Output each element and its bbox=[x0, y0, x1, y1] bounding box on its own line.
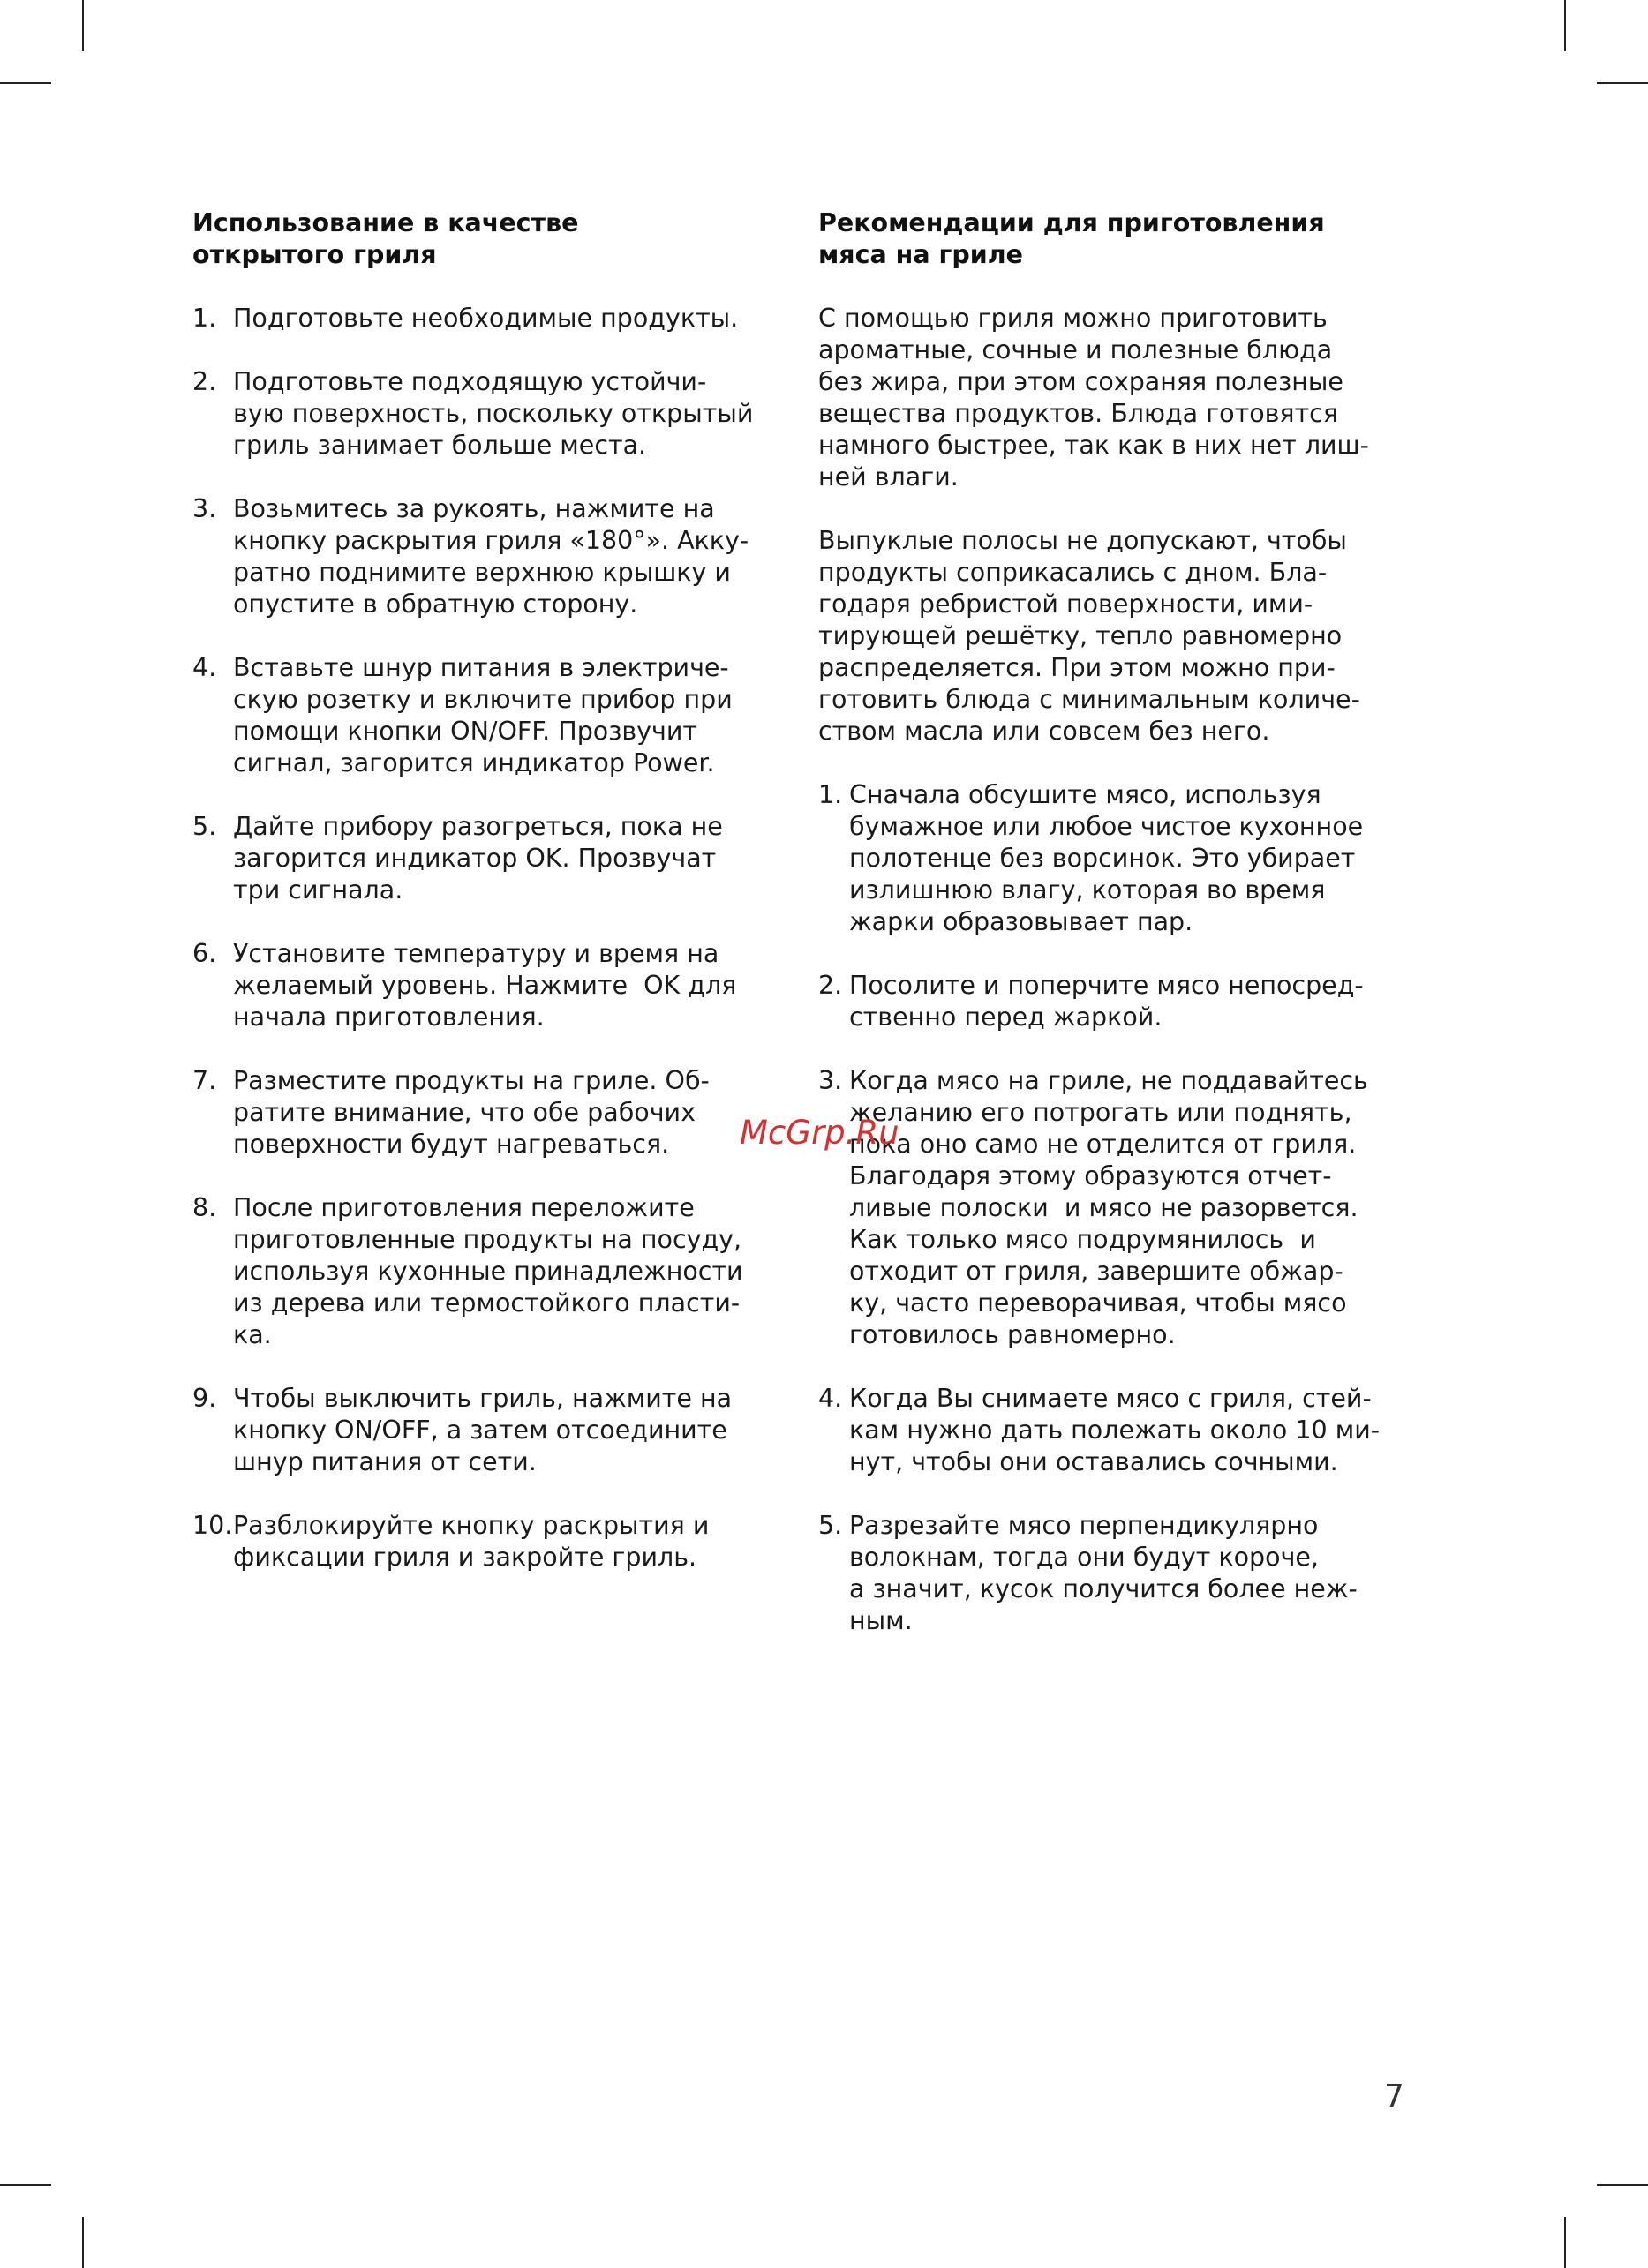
text-line: Установите температуру и время на bbox=[233, 939, 719, 968]
text-line: полотенце без ворсинок. Это убирает bbox=[849, 844, 1356, 873]
list-item bbox=[192, 652, 793, 779]
text-line: Подготовьте необходимые продукты. bbox=[233, 304, 739, 333]
text-line: ным. bbox=[849, 1606, 913, 1635]
text-line: загорится индикатор OK. Прозвучат bbox=[233, 844, 717, 873]
text-line: используя кухонные принадлежности bbox=[233, 1257, 743, 1286]
list-item bbox=[818, 779, 1436, 938]
list-item bbox=[818, 970, 1436, 1033]
left-heading bbox=[192, 207, 793, 271]
text-line: Разблокируйте кнопку раскрытия и bbox=[233, 1511, 710, 1540]
crop-mark bbox=[1564, 0, 1566, 51]
crop-mark bbox=[82, 0, 84, 51]
text-line: гриль занимает больше места. bbox=[233, 431, 647, 460]
list-item-number: 2. bbox=[818, 971, 843, 1000]
list-item-number: 4. bbox=[192, 653, 217, 682]
list-item bbox=[818, 1065, 1436, 1351]
text-line: ратно поднимите верхнюю крышку и bbox=[233, 558, 731, 587]
intro-paragraph bbox=[818, 303, 1436, 493]
text-line: сигнал, загорится индикатор Power. bbox=[233, 748, 715, 777]
text-line: годаря ребристой поверхности, ими- bbox=[818, 590, 1313, 619]
text-line: пока оно само не отделится от гриля. bbox=[849, 1130, 1357, 1159]
crop-mark bbox=[1597, 2184, 1648, 2186]
text-line: ственно перед жаркой. bbox=[849, 1003, 1163, 1032]
crop-mark bbox=[1597, 82, 1648, 84]
text-line: начала приготовления. bbox=[233, 1003, 545, 1032]
text-line: Разрезайте мясо перпендикулярно bbox=[849, 1511, 1319, 1540]
list-item-number: 7. bbox=[192, 1066, 217, 1095]
list-item-number: 6. bbox=[192, 939, 217, 968]
list-item bbox=[818, 1510, 1436, 1637]
list-item-number: 1. bbox=[818, 780, 843, 809]
text-line: После приготовления переложите bbox=[233, 1193, 695, 1222]
text-line: тирующей решётку, тепло равномерно bbox=[818, 621, 1343, 650]
heading-line: мяса на гриле bbox=[818, 240, 1023, 269]
list-item-number: 3. bbox=[818, 1066, 843, 1095]
text-line: поверхности будут нагреваться. bbox=[233, 1130, 670, 1159]
crop-mark bbox=[0, 2184, 51, 2186]
text-line: Возьмитесь за рукоять, нажмите на bbox=[233, 494, 715, 523]
list-item-number: 1. bbox=[192, 304, 217, 333]
text-line: Посолите и поперчите мясо непосред- bbox=[849, 971, 1364, 1000]
text-line: вую поверхность, поскольку открытый bbox=[233, 399, 754, 428]
text-line: ратите внимание, что обе рабочих bbox=[233, 1098, 696, 1127]
list-item-number: 10. bbox=[192, 1511, 233, 1540]
text-line: приготовленные продукты на посуду, bbox=[233, 1225, 742, 1254]
list-item bbox=[818, 1383, 1436, 1478]
right-heading bbox=[818, 207, 1436, 271]
text-line: фиксации гриля и закройте гриль. bbox=[233, 1543, 697, 1572]
heading-line: открытого гриля bbox=[192, 240, 437, 269]
list-item bbox=[192, 303, 793, 334]
list-item-number: 9. bbox=[192, 1384, 217, 1413]
text-line: кам нужно дать полежать около 10 ми- bbox=[849, 1416, 1381, 1445]
page-number: 7 bbox=[1384, 2078, 1404, 2114]
text-line: скую розетку и включите прибор при bbox=[233, 685, 733, 714]
text-line: намного быстрее, так как в них нет лиш- bbox=[818, 431, 1369, 460]
text-line: отходит от гриля, завершите обжар- bbox=[849, 1257, 1343, 1286]
text-line: волокнам, тогда они будут короче, bbox=[849, 1543, 1319, 1572]
text-line: шнур питания от сети. bbox=[233, 1447, 537, 1476]
text-line: бумажное или любое чистое кухонное bbox=[849, 812, 1364, 841]
list-item-number: 5. bbox=[192, 812, 217, 841]
text-line: ку, часто переворачивая, чтобы мясо bbox=[849, 1288, 1347, 1318]
text-line: кнопку раскрытия гриля «180°». Акку- bbox=[233, 526, 749, 555]
list-item-number: 5. bbox=[818, 1511, 843, 1540]
text-line: Подготовьте подходящую устойчи- bbox=[233, 367, 707, 396]
list-item bbox=[192, 811, 793, 906]
heading-line: Использование в качестве bbox=[192, 208, 579, 237]
crop-mark bbox=[0, 82, 51, 84]
text-line: ливые полоски и мясо не разорвется. bbox=[849, 1193, 1358, 1222]
text-line: а значит, кусок получится более неж- bbox=[849, 1574, 1358, 1603]
list-item-number: 2. bbox=[192, 367, 217, 396]
list-item bbox=[192, 366, 793, 462]
text-line: три сигнала. bbox=[233, 875, 403, 905]
text-line: Выпуклые полосы не допускают, чтобы bbox=[818, 526, 1347, 555]
heading-line: Рекомендации для приготовления bbox=[818, 208, 1325, 237]
list-item-number: 8. bbox=[192, 1193, 217, 1222]
text-line: нут, чтобы они оставались сочными. bbox=[849, 1447, 1338, 1476]
text-line: ароматные, сочные и полезные блюда bbox=[818, 335, 1333, 364]
meat-tips-list bbox=[818, 779, 1436, 1637]
text-line: распределяется. При этом можно при- bbox=[818, 653, 1336, 682]
text-line: помощи кнопки ON/OFF. Прозвучит bbox=[233, 717, 697, 746]
right-column bbox=[818, 207, 1436, 1637]
text-line: желаемый уровень. Нажмите OK для bbox=[233, 971, 737, 1000]
text-line: кнопку ON/OFF, а затем отсоедините bbox=[233, 1416, 727, 1445]
list-item bbox=[192, 938, 793, 1033]
text-line: излишнюю влагу, которая во время bbox=[849, 875, 1326, 905]
text-line: вещества продуктов. Блюда готовятся bbox=[818, 399, 1338, 428]
text-line: Когда Вы снимаете мясо с гриля, стей- bbox=[849, 1384, 1372, 1413]
text-line: Вставьте шнур питания в электриче- bbox=[233, 653, 729, 682]
text-line: Разместите продукты на гриле. Об- bbox=[233, 1066, 710, 1095]
open-grill-steps-list bbox=[192, 303, 793, 1573]
left-column bbox=[192, 207, 793, 1573]
text-line: опустите в обратную сторону. bbox=[233, 590, 638, 619]
watermark: McGrp.Ru bbox=[740, 1114, 899, 1152]
text-line: Сначала обсушите мясо, используя bbox=[849, 780, 1321, 809]
text-line: продукты соприкасались с дном. Бла- bbox=[818, 558, 1328, 587]
text-line: готовить блюда с минимальным количе- bbox=[818, 685, 1360, 714]
text-line: Дайте прибору разогреться, пока не bbox=[233, 812, 723, 841]
text-line: жарки образовывает пар. bbox=[849, 907, 1193, 936]
list-item bbox=[192, 1383, 793, 1478]
text-line: ством масла или совсем без него. bbox=[818, 717, 1270, 746]
ribbed-surface-paragraph bbox=[818, 525, 1436, 747]
text-line: ка. bbox=[233, 1320, 272, 1349]
list-item-number: 3. bbox=[192, 494, 217, 523]
text-line: из дерева или термостойкого пласти- bbox=[233, 1288, 741, 1318]
text-line: С помощью гриля можно приготовить bbox=[818, 304, 1328, 333]
text-line: Когда мясо на гриле, не поддавайтесь bbox=[849, 1066, 1368, 1095]
text-line: желанию его потрогать или поднять, bbox=[849, 1098, 1352, 1127]
list-item-number: 4. bbox=[818, 1384, 843, 1413]
list-item bbox=[192, 493, 793, 620]
text-line: без жира, при этом сохраняя полезные bbox=[818, 367, 1343, 396]
list-item bbox=[192, 1192, 793, 1351]
list-item bbox=[192, 1510, 793, 1573]
crop-mark bbox=[82, 2217, 84, 2268]
text-line: Благодаря этому образуются отчет- bbox=[849, 1161, 1332, 1190]
text-line: Как только мясо подрумянилось и bbox=[849, 1225, 1316, 1254]
crop-mark bbox=[1564, 2217, 1566, 2268]
text-line: Чтобы выключить гриль, нажмите на bbox=[233, 1384, 733, 1413]
text-line: ней влаги. bbox=[818, 462, 959, 492]
list-item bbox=[192, 1065, 793, 1160]
text-line: готовилось равномерно. bbox=[849, 1320, 1176, 1349]
